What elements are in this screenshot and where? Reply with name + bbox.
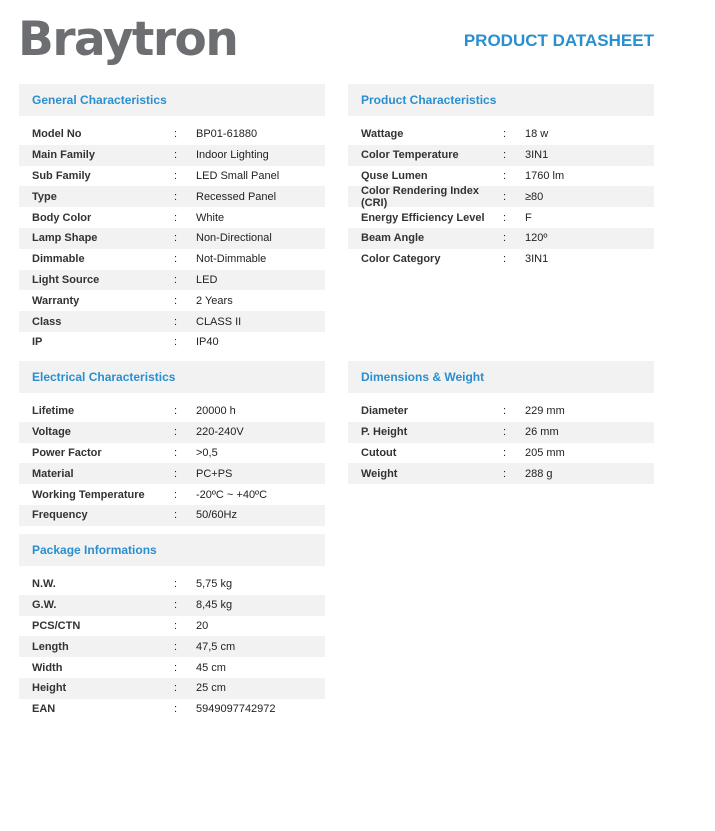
spec-row bbox=[19, 124, 325, 145]
spec-row bbox=[19, 484, 325, 505]
spec-label: N.W. bbox=[32, 578, 56, 591]
spec-list bbox=[348, 401, 654, 484]
spec-separator: : bbox=[174, 578, 178, 591]
spec-label: Diameter bbox=[361, 405, 409, 418]
spec-value: IP40 bbox=[196, 336, 219, 349]
spec-separator: : bbox=[174, 273, 178, 286]
spec-separator: : bbox=[174, 619, 178, 632]
spec-label: Model No bbox=[32, 128, 82, 141]
spec-value: 1760 lm bbox=[525, 169, 565, 182]
spec-label: Height bbox=[32, 682, 67, 695]
spec-separator: : bbox=[174, 149, 178, 162]
spec-row bbox=[19, 678, 325, 699]
spec-row bbox=[19, 145, 325, 166]
spec-separator: : bbox=[174, 599, 178, 612]
spec-label: Sub Family bbox=[32, 169, 91, 182]
spec-label: Cutout bbox=[361, 446, 397, 459]
spec-separator: : bbox=[174, 426, 178, 439]
spec-list bbox=[348, 124, 654, 270]
spec-separator: : bbox=[503, 232, 507, 245]
spec-value: >0,5 bbox=[196, 446, 218, 459]
spec-row bbox=[19, 443, 325, 464]
spec-label: Wattage bbox=[361, 128, 404, 141]
spec-label: Color Rendering Index (CRI) bbox=[361, 184, 479, 209]
brand-logo bbox=[18, 12, 237, 68]
product-characteristics-section bbox=[348, 84, 654, 270]
section-title: Dimensions & Weight bbox=[348, 361, 654, 393]
spec-value: 18 w bbox=[525, 128, 549, 141]
spec-separator: : bbox=[174, 703, 178, 716]
spec-row bbox=[19, 186, 325, 207]
spec-separator: : bbox=[174, 661, 178, 674]
spec-row bbox=[19, 270, 325, 291]
spec-label: Warranty bbox=[32, 294, 80, 307]
spec-value: 5949097742972 bbox=[196, 703, 276, 716]
spec-row bbox=[348, 443, 654, 464]
document-title: PRODUCT DATASHEET bbox=[463, 31, 654, 50]
spec-separator: : bbox=[503, 128, 507, 141]
spec-separator: : bbox=[174, 446, 178, 459]
spec-value: 8,45 kg bbox=[196, 599, 233, 612]
spec-separator: : bbox=[174, 128, 178, 141]
spec-row bbox=[348, 124, 654, 145]
spec-row bbox=[348, 166, 654, 187]
spec-separator: : bbox=[503, 467, 507, 480]
spec-label: Main Family bbox=[32, 149, 95, 162]
general-characteristics-section bbox=[19, 84, 325, 353]
spec-value: BP01-61880 bbox=[196, 128, 258, 141]
spec-value: 205 mm bbox=[525, 446, 565, 459]
spec-separator: : bbox=[174, 405, 178, 418]
spec-row bbox=[348, 249, 654, 270]
spec-row bbox=[348, 228, 654, 249]
spec-value: 20 bbox=[196, 619, 209, 632]
spec-separator: : bbox=[174, 190, 178, 203]
spec-label: Type bbox=[32, 190, 57, 203]
spec-value: 288 g bbox=[525, 467, 553, 480]
spec-row bbox=[19, 401, 325, 422]
spec-row bbox=[19, 207, 325, 228]
spec-label: Lamp Shape bbox=[32, 232, 98, 245]
spec-label: Voltage bbox=[32, 426, 71, 439]
spec-label: Power Factor bbox=[32, 446, 102, 459]
spec-separator: : bbox=[503, 149, 507, 162]
spec-row bbox=[19, 616, 325, 637]
spec-label: Energy Efficiency Level bbox=[361, 211, 485, 224]
spec-separator: : bbox=[503, 190, 507, 203]
spec-label: PCS/CTN bbox=[32, 619, 81, 632]
spec-separator: : bbox=[503, 446, 507, 459]
spec-separator: : bbox=[174, 509, 178, 522]
spec-label: Light Source bbox=[32, 273, 100, 286]
spec-separator: : bbox=[503, 211, 507, 224]
spec-label: Color Category bbox=[361, 253, 441, 266]
spec-separator: : bbox=[503, 426, 507, 439]
spec-separator: : bbox=[174, 315, 178, 328]
dimensions-weight-section bbox=[348, 361, 654, 484]
spec-list bbox=[19, 124, 325, 353]
spec-row bbox=[19, 166, 325, 187]
spec-row bbox=[348, 207, 654, 228]
spec-value: LED Small Panel bbox=[196, 169, 280, 182]
spec-row bbox=[19, 574, 325, 595]
spec-label: Quse Lumen bbox=[361, 169, 428, 182]
spec-value: PC+PS bbox=[196, 467, 233, 480]
spec-row bbox=[19, 228, 325, 249]
spec-value: CLASS II bbox=[196, 315, 242, 328]
spec-value: 25 cm bbox=[196, 682, 226, 695]
spec-separator: : bbox=[174, 336, 178, 349]
spec-separator: : bbox=[174, 232, 178, 245]
spec-row bbox=[348, 422, 654, 443]
spec-label: Color Temperature bbox=[361, 149, 459, 162]
spec-separator: : bbox=[174, 640, 178, 653]
spec-list bbox=[19, 574, 325, 720]
spec-label: Weight bbox=[361, 467, 398, 480]
spec-row bbox=[348, 463, 654, 484]
spec-label: Lifetime bbox=[32, 405, 75, 418]
spec-value: 3IN1 bbox=[525, 149, 549, 162]
spec-value: Non-Directional bbox=[196, 232, 272, 245]
spec-separator: : bbox=[174, 294, 178, 307]
spec-value: 220-240V bbox=[196, 426, 244, 439]
spec-separator: : bbox=[503, 405, 507, 418]
package-informations-section bbox=[19, 534, 325, 720]
spec-row bbox=[19, 463, 325, 484]
spec-label: Length bbox=[32, 640, 69, 653]
spec-value: 26 mm bbox=[525, 426, 559, 439]
spec-value: 229 mm bbox=[525, 405, 565, 418]
spec-row bbox=[19, 332, 325, 353]
spec-value: Recessed Panel bbox=[196, 190, 277, 203]
spec-row bbox=[19, 249, 325, 270]
brand-name: Braytron bbox=[18, 12, 238, 67]
spec-label: IP bbox=[32, 336, 43, 349]
spec-label: G.W. bbox=[32, 599, 57, 612]
spec-label: Material bbox=[32, 467, 74, 480]
spec-value: White bbox=[196, 211, 225, 224]
spec-row bbox=[19, 699, 325, 720]
spec-separator: : bbox=[174, 488, 178, 501]
spec-label: EAN bbox=[32, 703, 56, 716]
spec-value: Not-Dimmable bbox=[196, 253, 267, 266]
spec-separator: : bbox=[174, 467, 178, 480]
section-title: General Characteristics bbox=[19, 84, 325, 116]
spec-row bbox=[19, 290, 325, 311]
spec-row bbox=[19, 311, 325, 332]
spec-label: Body Color bbox=[32, 211, 92, 224]
spec-value: 45 cm bbox=[196, 661, 226, 674]
spec-separator: : bbox=[174, 169, 178, 182]
section-title: Electrical Characteristics bbox=[19, 361, 325, 393]
spec-value: 3IN1 bbox=[525, 253, 549, 266]
spec-separator: : bbox=[174, 211, 178, 224]
spec-value: 2 Years bbox=[196, 294, 233, 307]
spec-separator: : bbox=[174, 253, 178, 266]
spec-label: Width bbox=[32, 661, 63, 674]
spec-value: LED bbox=[196, 273, 218, 286]
spec-separator: : bbox=[503, 169, 507, 182]
spec-value: 20000 h bbox=[196, 405, 236, 418]
spec-list bbox=[19, 401, 325, 526]
spec-separator: : bbox=[174, 682, 178, 695]
spec-row bbox=[19, 636, 325, 657]
spec-value: 5,75 kg bbox=[196, 578, 233, 591]
spec-value: F bbox=[525, 211, 532, 224]
spec-value: Indoor Lighting bbox=[196, 149, 269, 162]
spec-value: 47,5 cm bbox=[196, 640, 236, 653]
spec-value: ≥80 bbox=[525, 190, 544, 203]
spec-row bbox=[348, 145, 654, 166]
spec-value: -20ºC ~ +40ºC bbox=[196, 488, 268, 501]
section-title: Product Characteristics bbox=[348, 84, 654, 116]
spec-label: Class bbox=[32, 315, 62, 328]
spec-row bbox=[19, 657, 325, 678]
spec-label: Dimmable bbox=[32, 253, 85, 266]
spec-row bbox=[19, 422, 325, 443]
section-title: Package Informations bbox=[19, 534, 325, 566]
spec-row bbox=[348, 186, 654, 207]
spec-row bbox=[19, 595, 325, 616]
spec-label: Beam Angle bbox=[361, 232, 425, 245]
spec-value: 120º bbox=[525, 232, 548, 245]
spec-row bbox=[19, 505, 325, 526]
spec-separator: : bbox=[503, 253, 507, 266]
spec-value: 50/60Hz bbox=[196, 509, 237, 522]
electrical-characteristics-section bbox=[19, 361, 325, 526]
spec-row bbox=[348, 401, 654, 422]
spec-label: Working Temperature bbox=[32, 488, 145, 501]
spec-label: Frequency bbox=[32, 509, 88, 522]
spec-label: P. Height bbox=[361, 426, 408, 439]
